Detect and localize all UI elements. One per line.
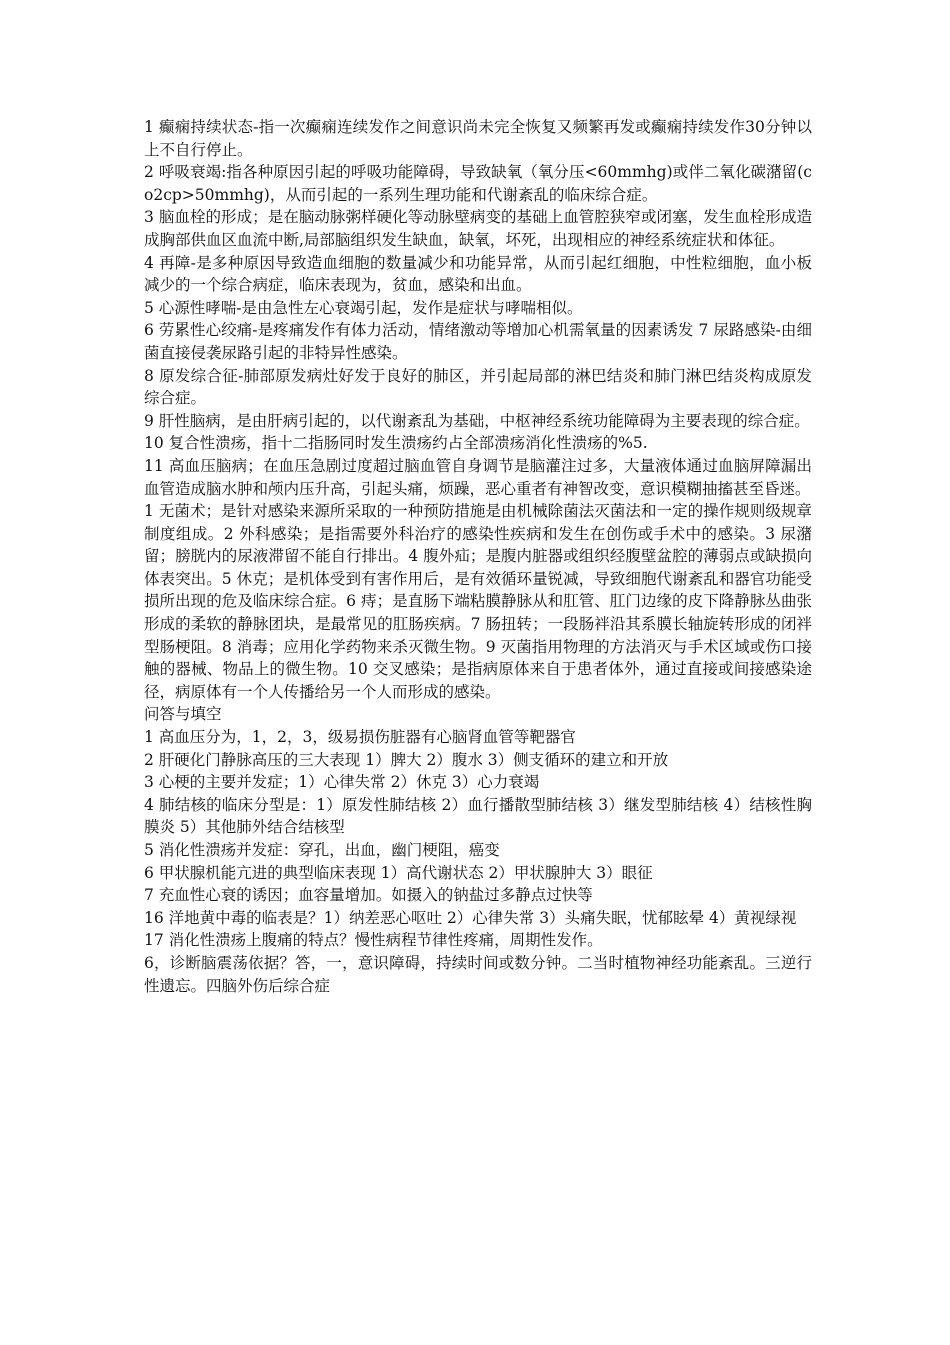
paragraph-aplastic-anemia: 4 再障-是多种原因导致造血细胞的数量减少和功能异常，从而引起红细胞，中性粒细胞，血小板减少的一个综合病症，临床表现为，贫血，感染和出血。 xyxy=(144,253,812,295)
paragraph-cardiac-asthma: 5 心源性哮喘-是由急性左心衰竭引起，发作是症状与哮喘相似。 xyxy=(144,298,583,317)
paragraph-status-epilepticus: 1 癫痫持续状态-指一次癫痫连续发作之间意识尚未完全恢复又频繁再发或癫痫持续发作30分钟以上不自行停止。 xyxy=(144,118,812,159)
qa-item-tuberculosis: 4 肺结核的临床分型是：1）原发性肺结核 2）血行播散型肺结核 3）继发型肺结核 4）结核性胸膜炎 5）其他肺外结合结核型 xyxy=(144,795,812,837)
paragraph-hepatic-encephalopathy: 9 肝性脑病，是由肝病引起的，以代谢紊乱为基础，中枢神经系统功能障碍为主要表现的综合症。 xyxy=(144,411,810,430)
qa-item-ulcer-pain: 17 消化性溃疡上腹痛的特点？慢性病程节律性疼痛，周期性发作。 xyxy=(144,931,603,950)
qa-item-heart-failure: 7 充血性心衰的诱因；血容量增加。如摄入的钠盐过多静点过快等 xyxy=(144,886,593,905)
qa-item-mi-complications: 3 心梗的主要并发症；1）心律失常 2）休克 3）心力衰竭 xyxy=(144,773,540,792)
qa-item-hyperthyroidism: 6 甲状腺机能亢进的典型临床表现 1）高代谢状态 2）甲状腺肿大 3）眼征 xyxy=(144,863,653,882)
paragraph-hypertensive-encephalopathy: 11 高血压脑病；在血压急剧过度超过脑血管自身调节是脑灌注过多，大量液体通过血脑屏障漏出血管造成脑水肿和颅内压升高，引起头痛，烦躁，恶心重者有神智改变，意识模糊抽搐甚至昏迷。 xyxy=(144,456,812,498)
paragraph-compound-ulcer: 10 复合性溃疡，指十二指肠同时发生溃疡约占全部溃疡消化性溃疡的%5. xyxy=(144,434,648,453)
qa-item-portal-hypertension: 2 肝硬化门静脉高压的三大表现 1）脾大 2）腹水 3）侧支循环的建立和开放 xyxy=(144,750,669,769)
qa-item-hypertension: 1 高血压分为，1，2，3，级易损伤脏器有心脑肾血管等靶器官 xyxy=(144,728,576,747)
qa-item-digitalis-toxicity: 16 洋地黄中毒的临表是？1）纳差恶心呕吐 2）心律失常 3）头痛失眠，忧郁眩晕 4）黄视绿视 xyxy=(144,908,797,927)
paragraph-surgery-definitions: 1 无菌术；是针对感染来源所采取的一种预防措施是由机械除菌法灭菌法和一定的操作规则级规章制度组成。2 外科感染；是指需要外科治疗的感染性疾病和发生在创伤或手术中的感染。3 尿潴留；膀胱内的尿液滞留不能自行排出。4 腹外疝；是腹内脏器或组织经腹壁盆腔的薄弱点或缺损向体表突出。5 休克；是机体受到有害作用后，是有效循环量锐减，导致细胞代谢紊乱和器官功能受损所出现的危及临床综合症。6 痔；是直肠下端粘膜静脉从和肛管、肛门边缘的皮下降静脉丛曲张形成的柔软的静脉团块，是最常见的肛肠疾病。7 肠扭转；一段肠袢沿其系膜长轴旋转形成的闭袢型肠梗阻。8 消毒；应用化学药物来杀灭微生物。9 灭菌指用物理的方法消灭与手术区域或伤口接触的器械、物品上的微生物。10 交叉感染；是指病原体来自于患者体外，通过直接或间接感染途径，病原体有一个人传播给另一个人而形成的感染。 xyxy=(144,502,812,701)
qa-item-concussion: 6，诊断脑震荡依据？答，一，意识障碍，持续时间或数分钟。二当时植物神经功能紊乱。三逆行性遗忘。四脑外伤后综合症 xyxy=(144,953,812,995)
document-body xyxy=(144,116,812,997)
paragraph-cerebral-thrombosis: 3 脑血栓的形成；是在脑动脉粥样硬化等动脉壁病变的基础上血管腔狭窄或闭塞，发生血栓形成造成胸部供血区血流中断,局部脑组织发生缺血，缺氧，坏死，出现相应的神经系统症状和体征。 xyxy=(144,208,812,249)
paragraph-primary-complex: 8 原发综合征-肺部原发病灶好发于良好的肺区，并引起局部的淋巴结炎和肺门淋巴结炎构成原发综合症。 xyxy=(144,366,812,408)
paragraph-angina-uti: 6 劳累性心绞痛-是疼痛发作有体力活动，情绪激动等增加心机需氧量的因素诱发 7 尿路感染-由细菌直接侵袭尿路引起的非特异性感染。 xyxy=(144,321,812,362)
qa-item-ulcer-complications: 5 消化性溃疡并发症：穿孔，出血，幽门梗阻，癌变 xyxy=(144,841,500,859)
section-heading-qa: 问答与填空 xyxy=(144,705,222,724)
paragraph-respiratory-failure: 2 呼吸衰竭:指各种原因引起的呼吸功能障碍，导致缺氧（氧分压<60mmhg)或伴二氧化碳潴留(co2cp>50mmhg)，从而引起的一系列生理功能和代谢紊乱的临床综合症。 xyxy=(144,163,812,204)
